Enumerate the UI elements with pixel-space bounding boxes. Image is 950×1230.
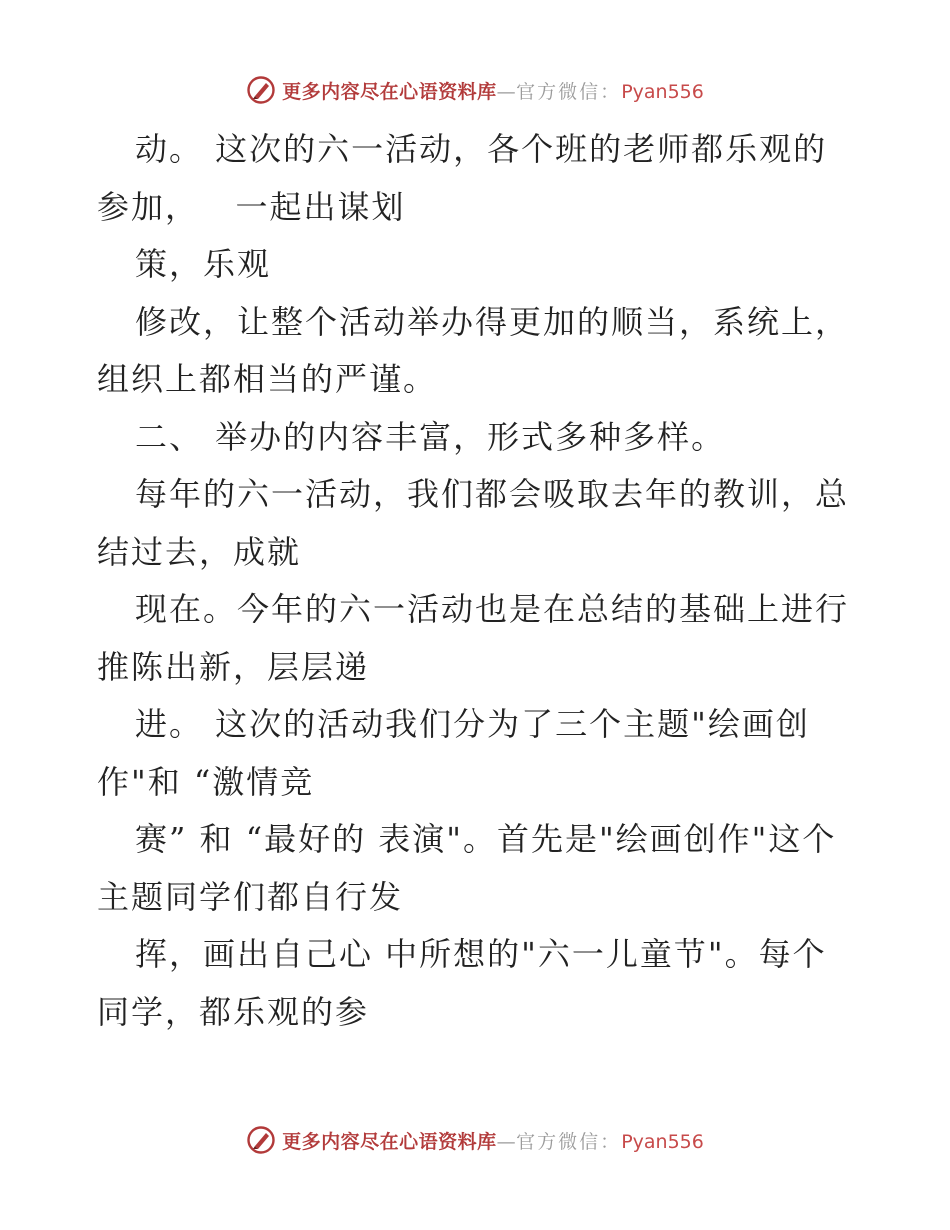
pen-logo-icon bbox=[246, 75, 276, 105]
text-line: 参加， 一起出谋划 bbox=[97, 187, 406, 226]
footer-banner bbox=[0, 1120, 950, 1160]
header-label: 官方微信： bbox=[516, 80, 622, 103]
footer-dash: — bbox=[496, 1130, 517, 1153]
text-line: 动。 这次的六一活动，各个班的老师都乐观的 bbox=[135, 130, 828, 168]
text-line: 赛” 和 “最好的 表演"。首先是"绘画创作"这个 bbox=[135, 820, 837, 858]
text-line: 挥，画出自己心 中所想的"六一儿童节"。每个 bbox=[135, 935, 827, 973]
footer-text bbox=[282, 1127, 704, 1154]
text-line: 每年的六一活动，我们都会吸取去年的教训，总 bbox=[135, 475, 850, 513]
header-brand: 更多内容尽在心语资料库 bbox=[282, 80, 497, 103]
document-body bbox=[97, 121, 867, 1041]
text-line: 同学，都乐观的参 bbox=[97, 992, 370, 1031]
text-line: 修改，让整个活动举办得更加的顺当，系统上， bbox=[135, 302, 850, 341]
footer-id: Pyan556 bbox=[621, 1130, 704, 1153]
text-line: 推陈出新，层层递 bbox=[97, 647, 370, 686]
text-line: 作"和 “激情竞 bbox=[97, 762, 315, 801]
text-line: 策，乐观 bbox=[135, 245, 272, 283]
text-line: 二、 举办的内容丰富，形式多种多样。 bbox=[135, 417, 726, 456]
text-line: 组织上都相当的严谨。 bbox=[97, 360, 438, 398]
text-line: 结过去，成就 bbox=[97, 532, 302, 571]
text-line: 进。 这次的活动我们分为了三个主题"绘画创 bbox=[135, 705, 810, 743]
header-text bbox=[282, 77, 704, 104]
header-id: Pyan556 bbox=[621, 80, 704, 103]
text-line: 现在。今年的六一活动也是在总结的基础上进行 bbox=[135, 590, 850, 628]
header-banner bbox=[0, 70, 950, 110]
text-line: 主题同学们都自行发 bbox=[97, 877, 404, 916]
footer-brand: 更多内容尽在心语资料库 bbox=[282, 1130, 497, 1153]
header-dash: — bbox=[496, 80, 517, 103]
pen-logo-icon bbox=[246, 1125, 276, 1155]
footer-label: 官方微信： bbox=[516, 1130, 622, 1153]
